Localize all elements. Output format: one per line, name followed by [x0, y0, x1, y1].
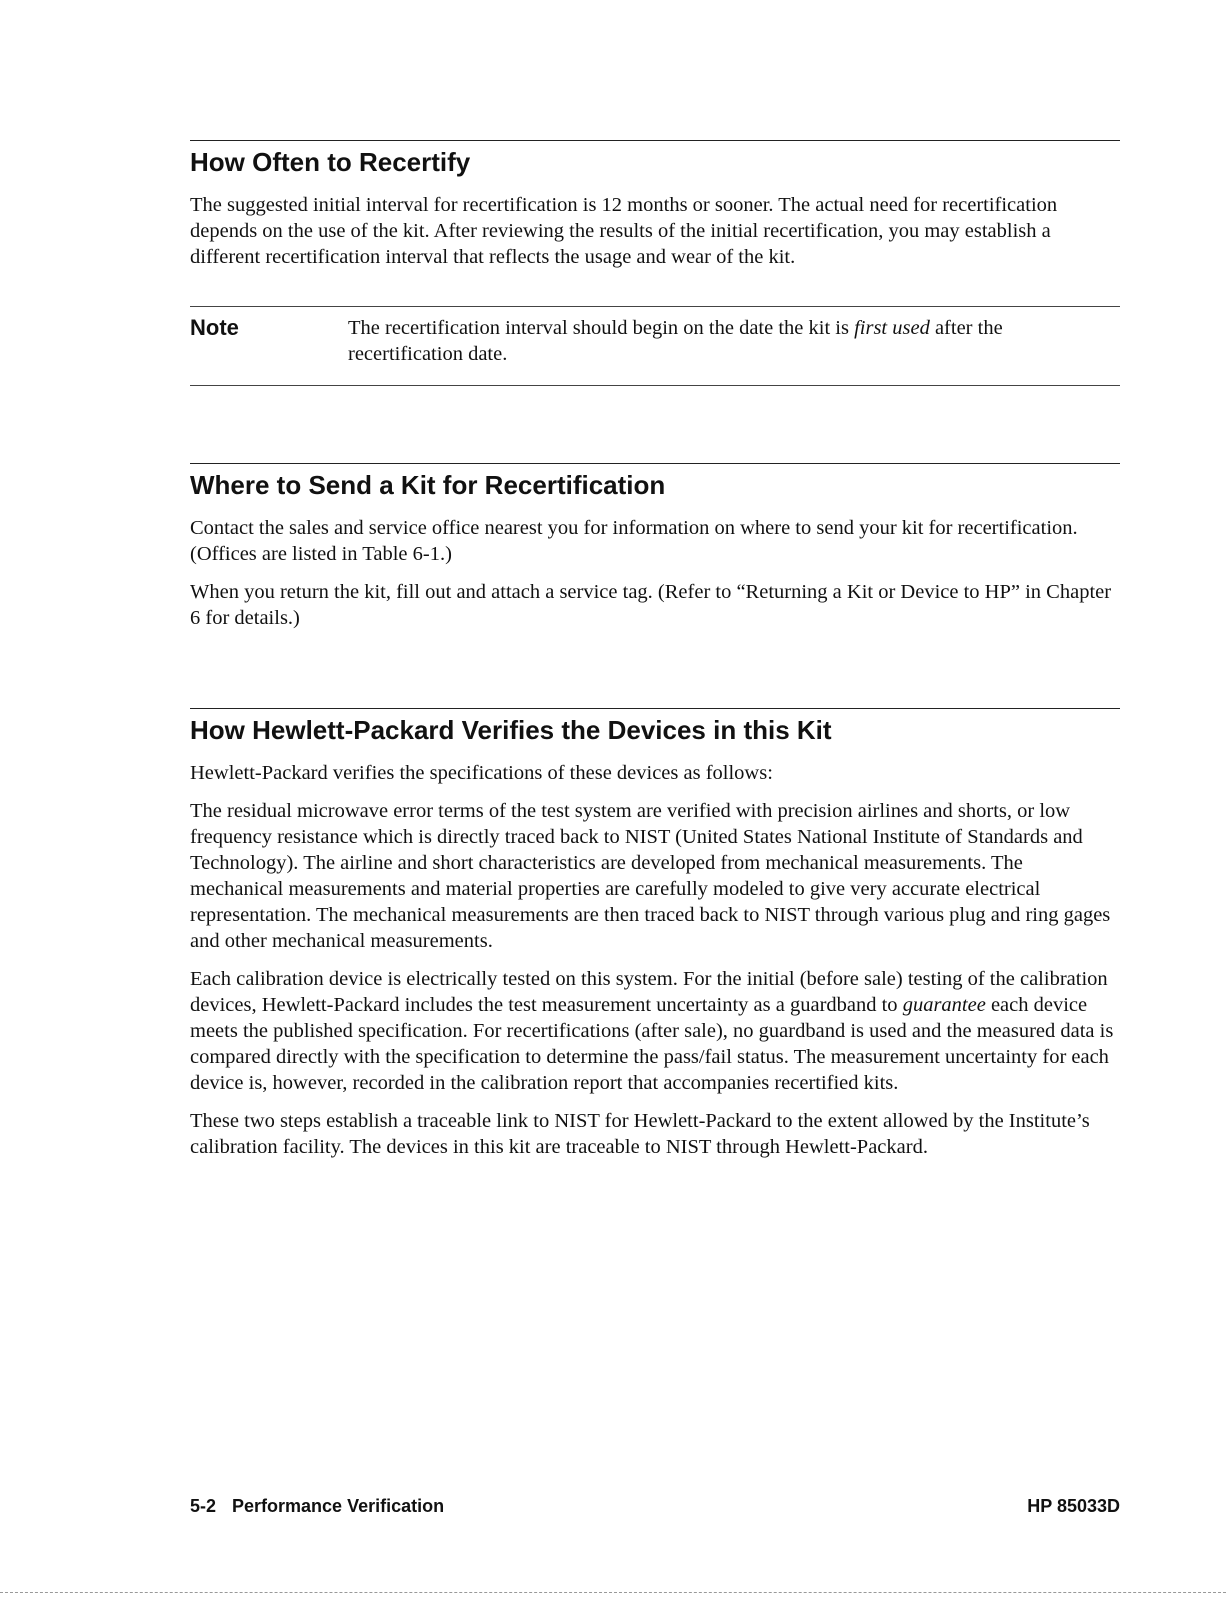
product-id: HP 85033D [1027, 1496, 1120, 1516]
section-heading: How Often to Recertify [190, 147, 471, 177]
note-text: The recertification interval should begin on the date the kit is first used after the recertification date. [348, 317, 1003, 365]
paragraph: The suggested initial interval for recertification is 12 months or sooner. The actual need for recertification depends on the use of the kit. After reviewing the results of the initial recertification, you may establish a different recertification interval that reflects the usage and wear of the kit. [190, 194, 1058, 268]
paragraph: Hewlett-Packard verifies the specifications of these devices as follows: [190, 762, 773, 784]
paragraph: The residual microwave error terms of the test system are verified with precision airlines and shorts, or low frequency resistance which is directly traced back to NIST (United States National Institute of Standards and Technology). The airline and short characteristics are developed from mechanical measurements. The mechanical measurements and material properties are carefully modeled to give very accurate electrical representation. The mechanical measurements are then traced back to NIST through various plug and ring gages and other mechanical measurements. [190, 800, 1111, 952]
paragraph: These two steps establish a traceable link to NIST for Hewlett-Packard to the extent allowed by the Institute’s calibration facility. The devices in this kit are traceable to NIST through Hewlett-Packard. [190, 1110, 1090, 1158]
note-bottom-rule [190, 385, 1120, 386]
section-heading: Where to Send a Kit for Recertification [190, 470, 666, 500]
section-how-often [190, 140, 1120, 282]
section-rule [190, 463, 1120, 464]
paragraph: When you return the kit, fill out and attach a service tag. (Refer to “Returning a Kit or Device to HP” in Chapter 6 for details.) [190, 581, 1112, 629]
chapter-title: Performance Verification [232, 1496, 445, 1516]
section-heading: How Hewlett-Packard Verifies the Devices in this Kit [190, 715, 832, 745]
scan-edge-line [0, 1592, 1226, 1593]
section-rule [190, 140, 1120, 141]
page-number: 5-2 [190, 1496, 217, 1516]
page-footer [190, 1496, 1120, 1517]
note-label: Note [190, 315, 239, 340]
note-block [190, 306, 1120, 386]
section-how-hp-verifies [190, 708, 1120, 1172]
section-where-to-send [190, 463, 1120, 643]
paragraph: Contact the sales and service office nearest you for information on where to send your kit for recertification. (Offices are listed in Table 6-1.) [190, 517, 1078, 565]
paragraph: Each calibration device is electrically tested on this system. For the initial (before sale) testing of the calibration devices, Hewlett-Packard includes the test measurement uncertainty as a guardband to guarantee each device meets the published specification. For recertifications (after sale), no guardband is used and the measured data is compared directly with the specification to determine the pass/fail status. The measurement uncertainty for each device is, however, recorded in the calibration report that accompanies recertified kits. [190, 968, 1114, 1094]
section-rule [190, 708, 1120, 709]
note-emphasis: first used [854, 317, 930, 339]
emphasis-guarantee: guarantee [902, 994, 986, 1016]
